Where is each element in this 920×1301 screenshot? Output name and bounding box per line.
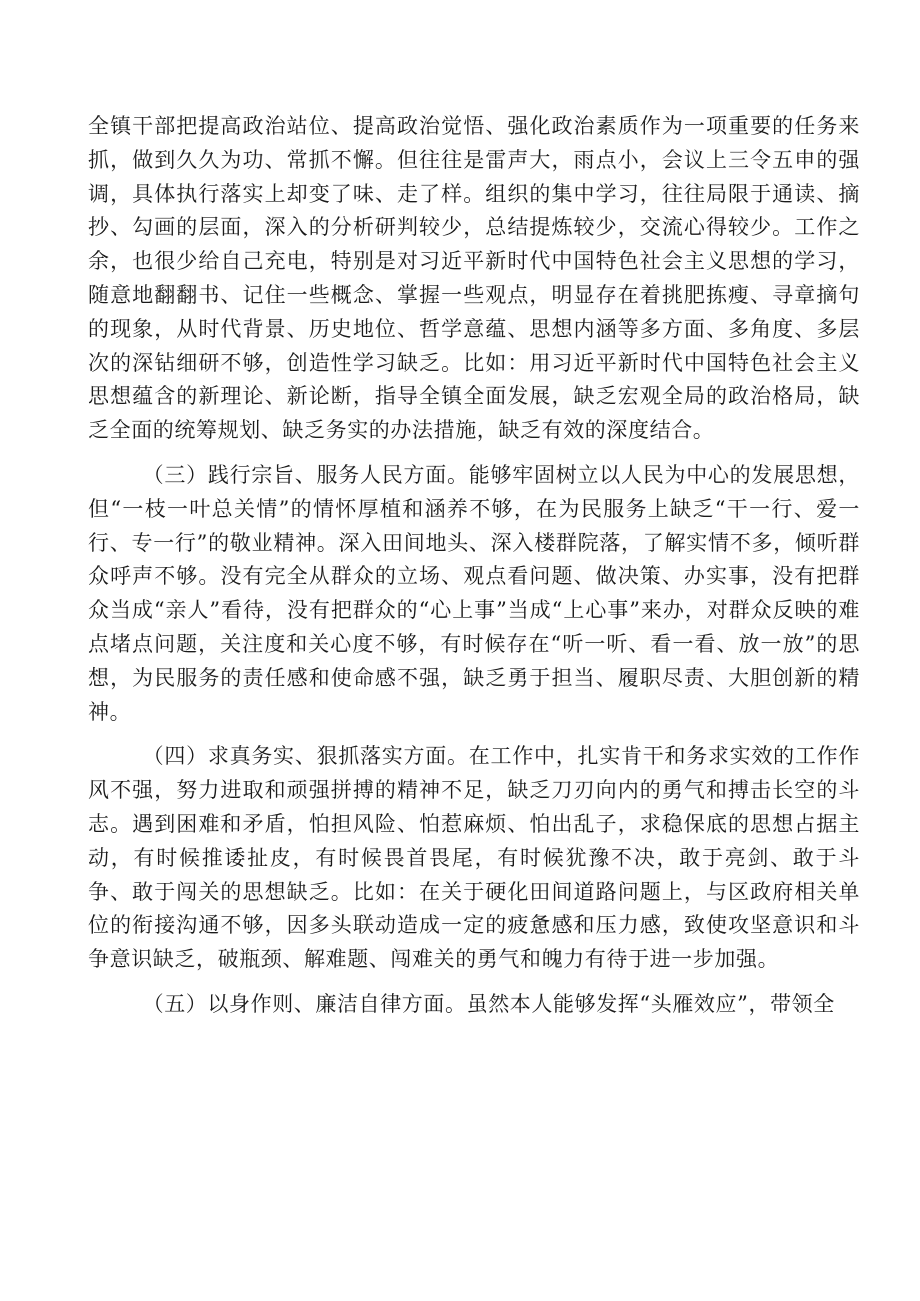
- paragraph-section-four: （四）求真务实、狠抓落实方面。在工作中，扎实肯干和务求实效的工作作风不强，努力进取和顽强拼搏的精神不足，缺乏刀刃向内的勇气和搏击长空的斗志。遇到困难和矛盾，怕担风险、怕惹麻烦、怕出乱子，求稳保底的思想占据主动，有时候推诿扯皮，有时候畏首畏尾，有时候犹豫不决，敢于亮剑、敢于斗争、敢于闯关的思想缺乏。比如：在关于硬化田间道路问题上，与区政府相关单位的衔接沟通不够，因多头联动造成一定的疲惫感和压力感，致使攻坚意识和斗争意识缺乏，破瓶颈、解难题、闯难关的勇气和魄力有待于进一步加强。: [88, 744, 860, 972]
- document-body: [88, 110, 860, 1033]
- paragraph-section-five: （五）以身作则、廉洁自律方面。虽然本人能够发挥“头雁效应”，带领全: [142, 991, 835, 1016]
- paragraph-section-three: （三）践行宗旨、服务人民方面。能够牢固树立以人民为中心的发展思想，但“一枝一叶总关情”的情怀厚植和涵养不够，在为民服务上缺乏“干一行、爱一行、专一行”的敬业精神。深入田间地头、深入楼群院落，了解实情不多，倾听群众呼声不够。没有完全从群众的立场、观点看问题、做决策、办实事，没有把群众当成“亲人”看待，没有把群众的“心上事”当成“上心事”来办，对群众反映的难点堵点问题，关注度和关心度不够，有时候存在“听一听、看一看、放一放”的思想，为民服务的责任感和使命感不强，缺乏勇于担当、履职尽责、大胆创新的精神。: [88, 462, 860, 724]
- paragraph-continued: 全镇干部把提高政治站位、提高政治觉悟、强化政治素质作为一项重要的任务来抓，做到久久为功、常抓不懈。但往往是雷声大，雨点小，会议上三令五申的强调，具体执行落实上却变了味、走了样。组织的集中学习，往往局限于通读、摘抄、勾画的层面，深入的分析研判较少，总结提炼较少，交流心得较少。工作之余，也很少给自己充电，特别是对习近平新时代中国特色社会主义思想的学习，随意地翻翻书、记住一些概念、掌握一些观点，明显存在着挑肥拣瘦、寻章摘句的现象，从时代背景、历史地位、哲学意蕴、思想内涵等多方面、多角度、多层次的深钻细研不够，创造性学习缺乏。比如：用习近平新时代中国特色社会主义思想蕴含的新理论、新论断，指导全镇全面发展，缺乏宏观全局的政治格局，缺乏全面的统筹规划、缺乏务实的办法措施，缺乏有效的深度结合。: [88, 114, 860, 443]
